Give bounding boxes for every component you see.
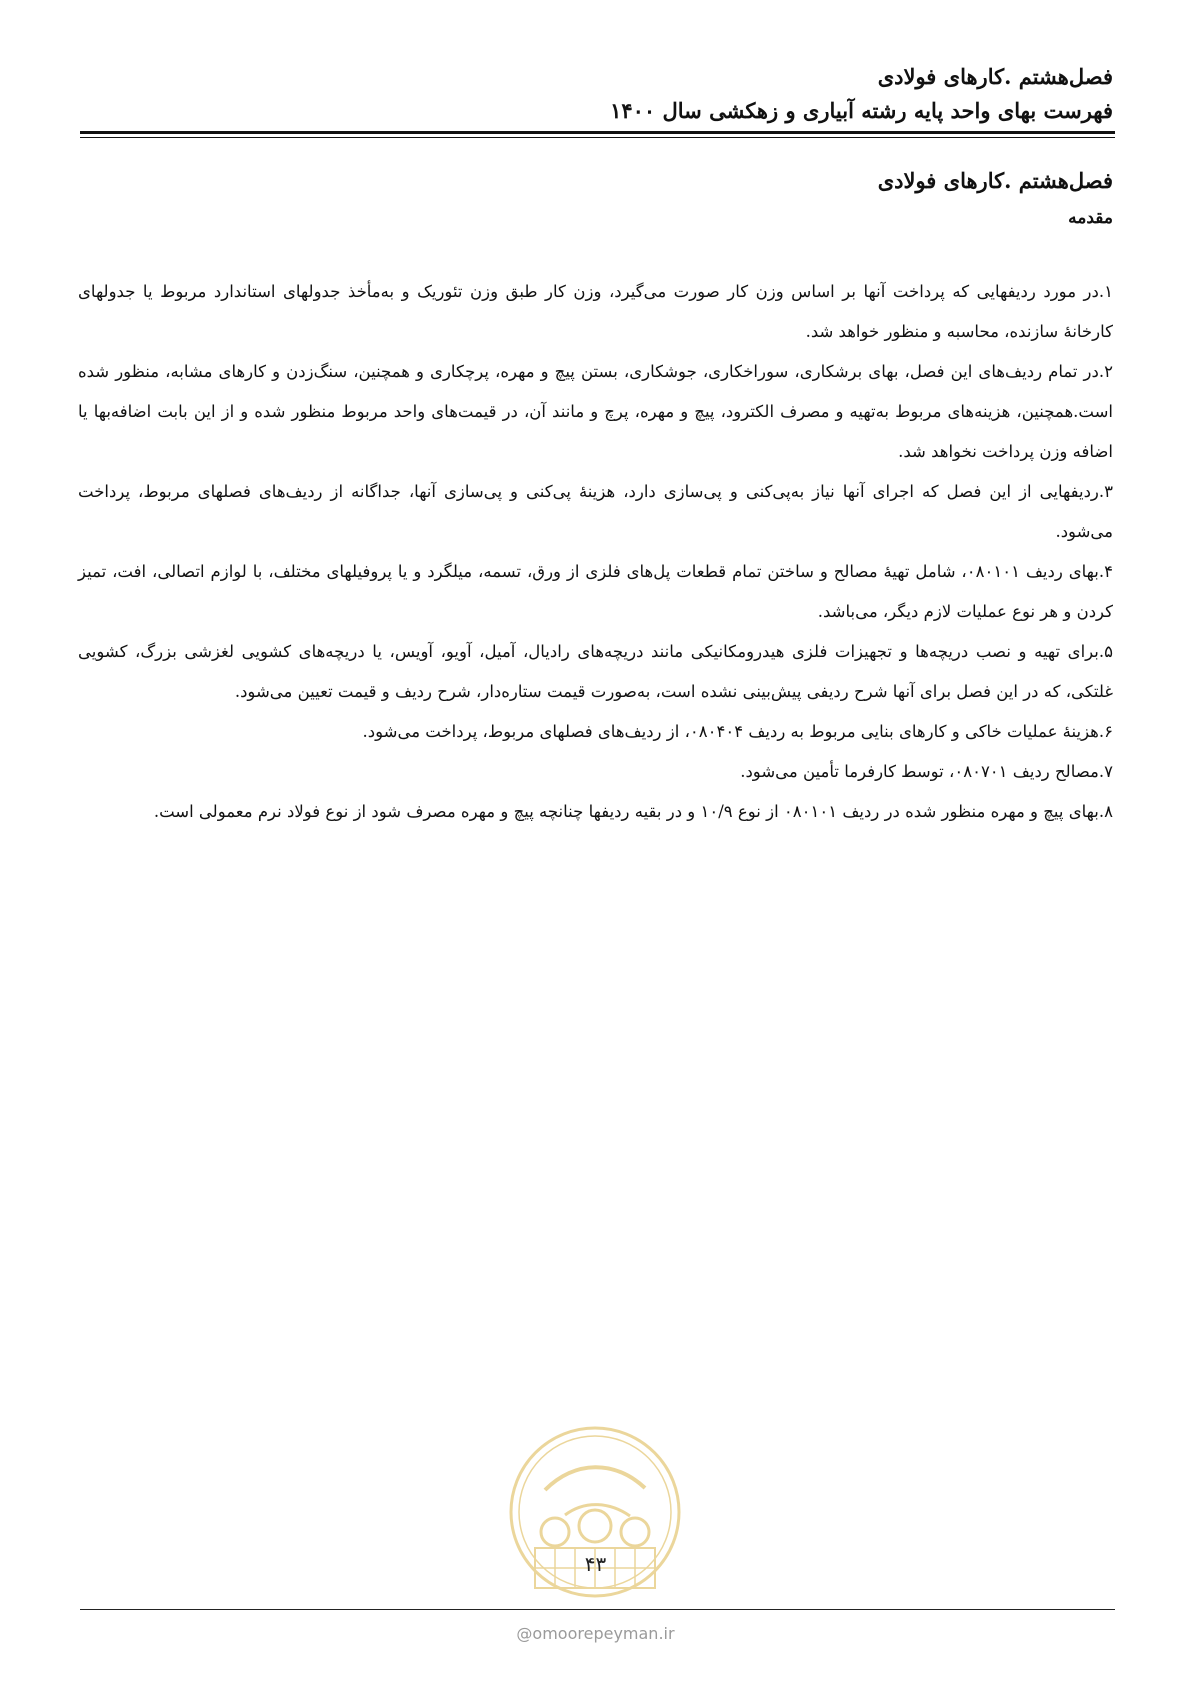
footer-rule: [80, 1609, 1115, 1610]
section-subtitle: مقدمه: [1068, 208, 1113, 228]
watermark-url: @omoorepeyman.ir: [516, 1624, 675, 1643]
body-text: [78, 272, 1113, 832]
page-number: ۴۳: [584, 1552, 607, 1576]
header-rule-thick: [80, 131, 1115, 134]
paragraph-5: ۵.برای تهیه و نصب دریچه‌ها و تجهیزات فلزی هیدرومکانیکی مانند دریچه‌های رادیال، آمیل، آویو، آویس، یا دریچه‌های کشویی لغزشی بزرگ، کشویی غلتکی، که در این فصل برای آنها شرح ردیفی پیش‌بینی نشده است، به‌صورت قیمت ستاره‌دار، شرح ردیف و قیمت تعیین می‌شود.: [78, 642, 1113, 701]
running-header-title: فهرست بهای واحد پایه رشته آبیاری و زهکشی سال ۱۴۰۰: [610, 98, 1113, 123]
paragraph-6: ۶.هزینهٔ عملیات خاکی و کارهای بنایی مربوط به ردیف ۰۸۰۴۰۴، از ردیف‌های فصلهای مربوط، پرداخت می‌شود.: [362, 722, 1113, 741]
paragraph-3: ۳.ردیفهایی از این فصل که اجرای آنها نیاز به‌پی‌کنی و پی‌سازی دارد، هزینهٔ پی‌کنی و پی‌سازی آنها، جداگانه از ردیف‌های فصلهای مربوط، پرداخت می‌شود.: [78, 482, 1113, 541]
paragraph-4: ۴.بهای ردیف ۰۸۰۱۰۱، شامل تهیهٔ مصالح و ساختن تمام قطعات پل‌های فلزی از ورق، تسمه، میلگرد و یا پروفیلهای مختلف، با لوازم اتصالی، افت، تمیز کردن و هر نوع عملیات لازم دیگر، می‌باشد.: [78, 562, 1113, 621]
running-header-chapter: فصل‌هشتم .کارهای فولادی: [877, 64, 1113, 89]
watermark-seal-logo: [505, 1420, 685, 1605]
header-rule-thin: [80, 137, 1115, 138]
paragraph-8: ۸.بهای پیچ و مهره منظور شده در ردیف ۰۸۰۱۰۱ از نوع ۱۰/۹ و در بقیه ردیفها چنانچه پیچ و مهره مصرف شود از نوع فولاد نرم معمولی است.: [153, 802, 1113, 821]
paragraph-7: ۷.مصالح ردیف ۰۸۰۷۰۱، توسط کارفرما تأمین می‌شود.: [740, 762, 1113, 781]
paragraph-2: ۲.در تمام ردیف‌های این فصل، بهای برشکاری، سوراخکاری، جوشکاری، بستن پیچ و مهره، پرچکاری و همچنین، سنگ‌زدن و کارهای مشابه، منظور شده است.همچنین، هزینه‌های مربوط به‌تهیه و مصرف الکترود، پیچ و مهره، پرچ و مانند آن، در قیمت‌های واحد مربوط منظور شده و از این بابت اضافه‌بها یا اضافه وزن پرداخت نخواهد شد.: [78, 362, 1113, 461]
paragraph-1: ۱.در مورد ردیفهایی که پرداخت آنها بر اساس وزن کار صورت می‌گیرد، وزن کار طبق وزن تئوریک و به‌مأخذ جدولهای استاندارد مربوط یا جدولهای کارخانهٔ سازنده، محاسبه و منظور خواهد شد.: [78, 282, 1113, 341]
section-title: فصل‌هشتم .کارهای فولادی: [877, 168, 1113, 193]
